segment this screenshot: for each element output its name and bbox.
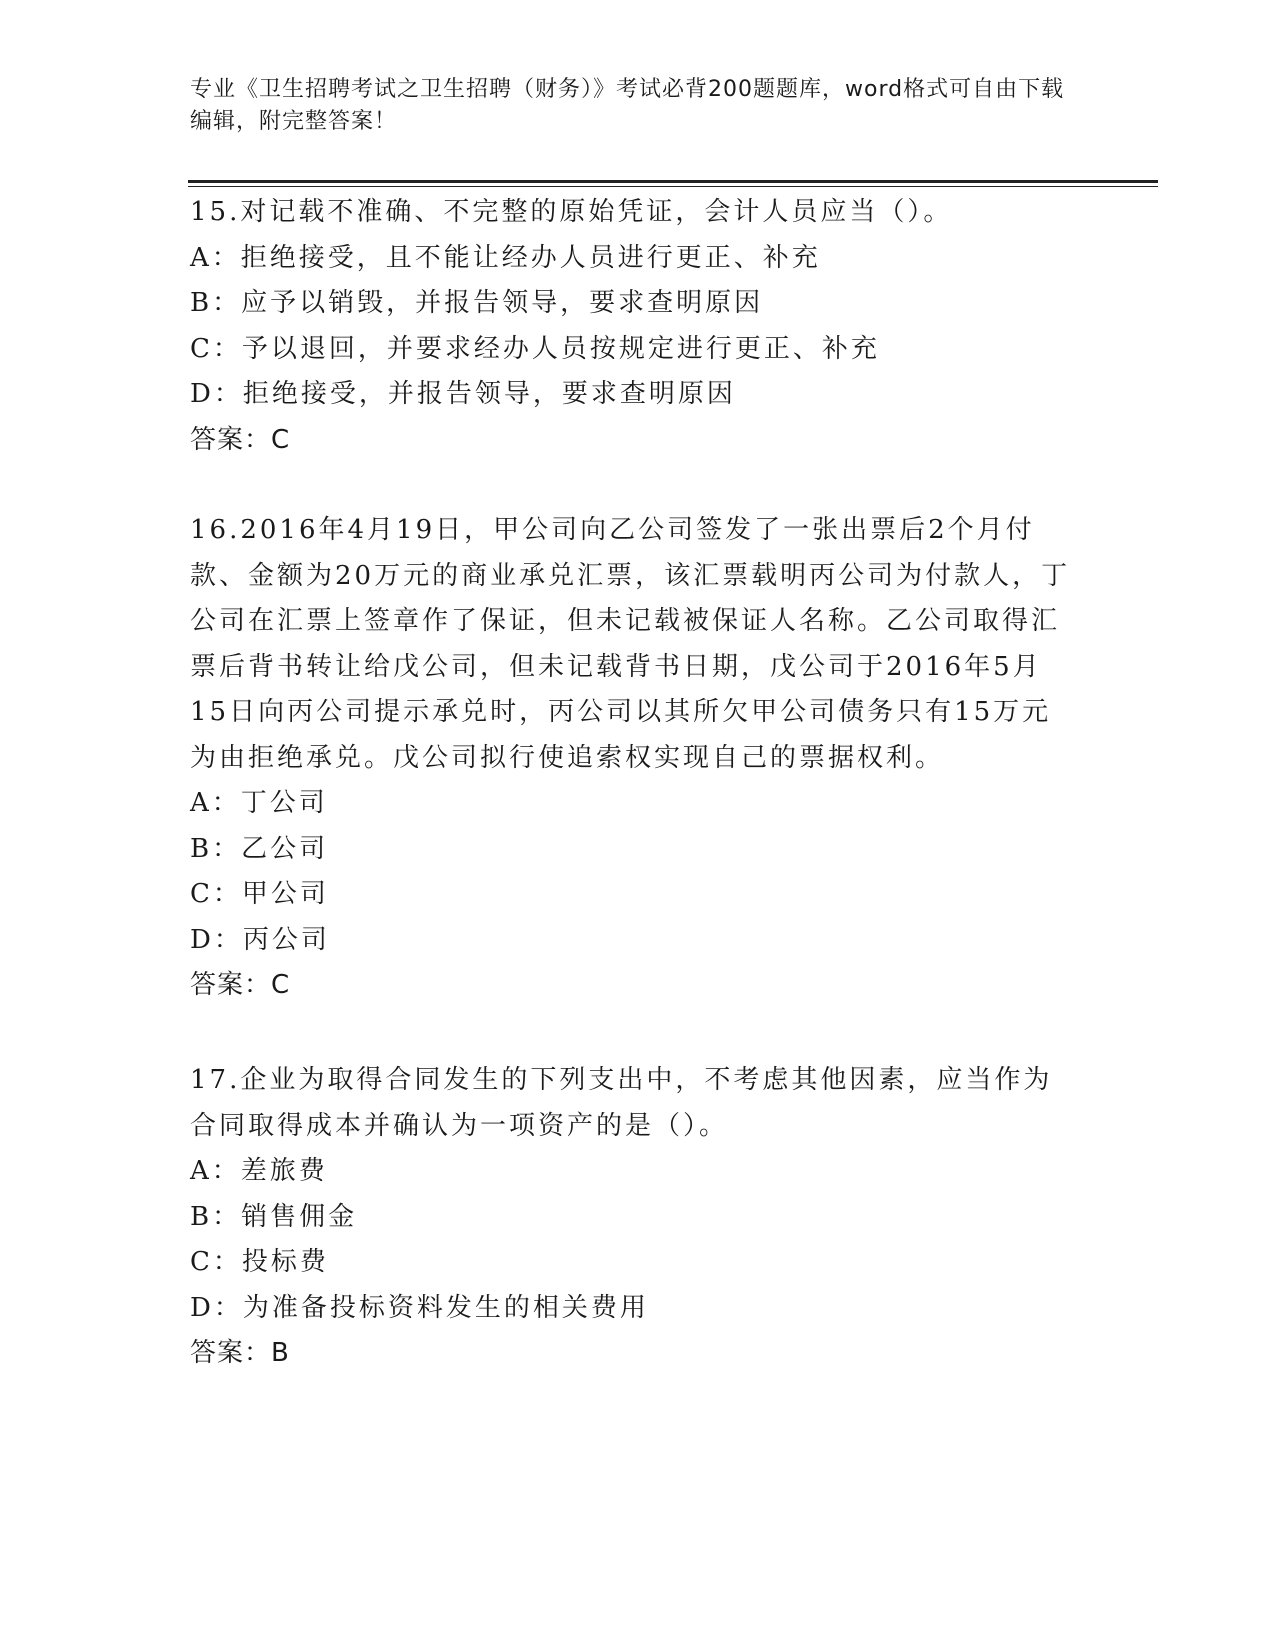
option-a: A：拒绝接受，且不能让经办人员进行更正、补充	[190, 242, 821, 273]
option-a: A：差旅费	[190, 1156, 328, 1186]
question-15	[190, 190, 1080, 463]
header-divider-thick	[188, 180, 1158, 183]
question-stem: 16.2016年4月19日，甲公司向乙公司签发了一张出票后2个月付款、金额为20万元的商业承兑汇票，该汇票载明丙公司为付款人，丁公司在汇票上签章作了保证，但未记载被保证人名称。乙公司取得汇票后背书转让给戊公司，但未记载背书日期，戊公司于2016年5月15日向丙公司提示承兑时，丙公司以其所欠甲公司债务只有15万元为由拒绝承兑。戊公司拟行使追索权实现自己的票据权利。	[190, 515, 1071, 773]
option-b: B：销售佣金	[190, 1201, 358, 1232]
answer-line: 答案：C	[190, 424, 291, 455]
option-d: D：丙公司	[190, 924, 330, 955]
answer-line: 答案：B	[190, 1338, 290, 1368]
question-17	[190, 1058, 1080, 1377]
document-intro: 专业《卫生招聘考试之卫生招聘（财务）》考试必背200题题库，word格式可自由下载编辑，附完整答案！	[190, 77, 1065, 134]
option-b: B：乙公司	[190, 833, 329, 864]
header-divider-thin	[188, 186, 1158, 187]
option-c: C：投标费	[190, 1247, 329, 1277]
option-a: A：丁公司	[190, 788, 328, 818]
question-16	[190, 508, 1080, 1009]
option-c: C：予以退回，并要求经办人员按规定进行更正、补充	[190, 333, 880, 364]
option-b: B：应予以销毁，并报告领导，要求查明原因	[190, 288, 764, 318]
option-d: D：拒绝接受，并报告领导，要求查明原因	[190, 379, 736, 409]
answer-line: 答案：C	[190, 970, 291, 1000]
question-stem: 15.对记载不准确、不完整的原始凭证，会计人员应当（）。	[190, 197, 953, 227]
option-c: C：甲公司	[190, 879, 329, 909]
option-d: D：为准备投标资料发生的相关费用	[190, 1292, 649, 1323]
question-stem: 17.企业为取得合同发生的下列支出中，不考虑其他因素，应当作为合同取得成本并确认为一项资产的是（）。	[190, 1065, 1053, 1141]
